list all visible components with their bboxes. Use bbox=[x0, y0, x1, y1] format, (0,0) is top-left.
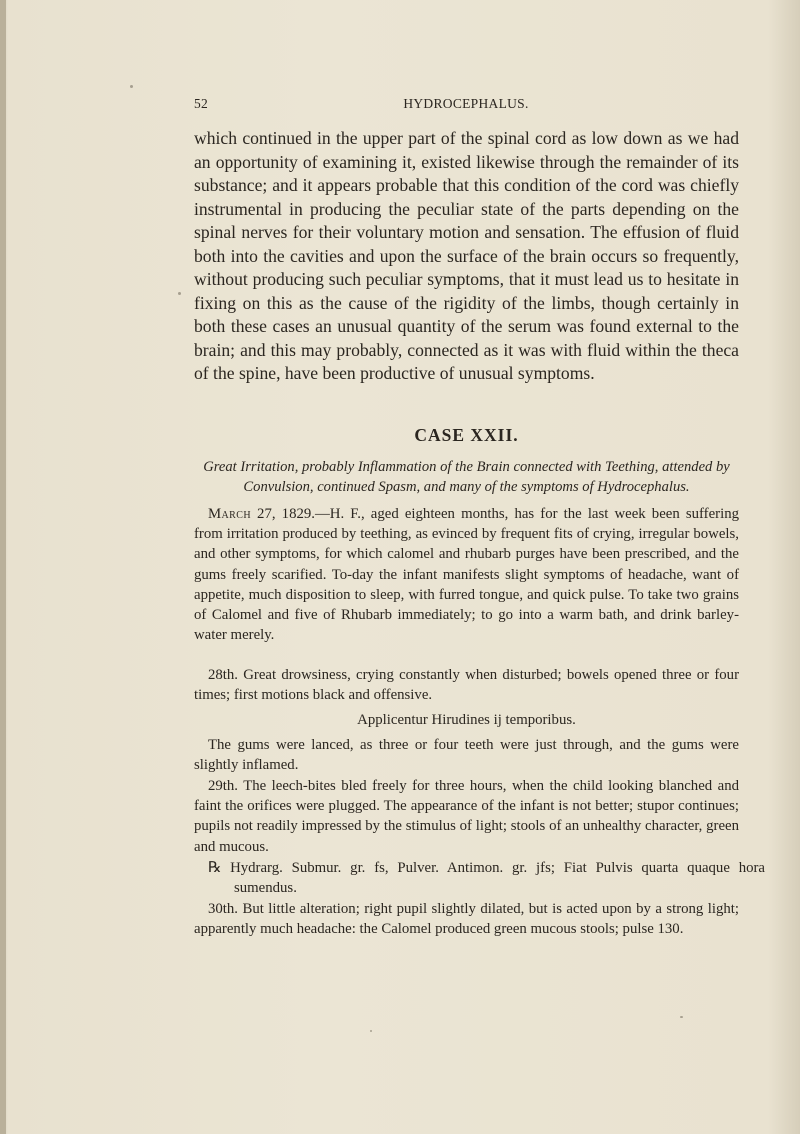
paper-speck bbox=[130, 85, 133, 88]
page-header bbox=[194, 96, 738, 116]
prescription-leeches: Applicentur Hirudines ij temporibus. bbox=[357, 712, 576, 728]
case-subtitle: Great Irritation, probably Inflammation of the Brain connected with Teething, attended by Convulsion, continued Spasm, and many of the symptoms of Hydrocephalus. bbox=[203, 459, 730, 495]
entry-march-27 bbox=[194, 504, 739, 645]
entry-march-27-text: 27, 1829.—H. F., aged eighteen months, has for the last week been suffering from irritation produced by teething, as evinced by frequent fits of crying, irregular bowels, and other symptoms, for which calomel and rhubarb purges have been prescribed, and the gums freely scarified. To-day the infant manifests slight symptoms of headache, want of appetite, much disposition to sleep, with furred tongue, and quick pulse. To take two grains of Calomel and five of Rhubarb immediately; to go into a warm bath, and drink barley-water merely. bbox=[194, 506, 739, 644]
entry-march-28: 28th. Great drowsiness, crying constantly when disturbed; bowels opened three or four times; first motions black and offensive. bbox=[194, 667, 739, 704]
prescription-calomel: ℞ Hydrarg. Submur. gr. fs, Pulver. Antimon. gr. jfs; Fiat Pulvis quarta quaque hora sumendus. bbox=[208, 860, 765, 897]
page-gutter bbox=[0, 0, 6, 1134]
entry-march-29: 29th. The leech-bites bled freely for three hours, when the child looking blanched and faint the orifices were plugged. The appearance of the infant is not better; stupor continues; pupils not readily impressed by the stimulus of light; stools of an unhealthy character, green and mucous. bbox=[194, 778, 739, 855]
case-title: CASE XXII. bbox=[414, 425, 519, 445]
entry-date-lead: March bbox=[208, 506, 251, 522]
page-number: 52 bbox=[194, 96, 209, 111]
gums-paragraph: The gums were lanced, as three or four teeth were just through, and the gums were slightly inflamed. bbox=[194, 737, 739, 774]
continued-paragraph: which continued in the upper part of the spinal cord as low down as we had an opportunity of examining it, existed likewise through the remainder of its substance; and it appears probable that this condition of the cord was chiefly instrumental in producing the peculiar state of the parts depending on the spinal nerves for their voluntary motion and sensation. The effusion of fluid both into the cavities and upon the surface of the brain occurs so frequently, without producing such peculiar symptoms, that it must lead us to hesitate in fixing on this as the cause of the rigidity of the limbs, though certainly in both these cases an unusual quantity of the serum was found external to the brain; and this may probably, connected as it was with fluid within the theca of the spine, have been productive of unusual symptoms. bbox=[194, 128, 739, 383]
running-title: HYDROCEPHALUS. bbox=[403, 96, 529, 111]
entry-march-30: 30th. But little alteration; right pupil slightly dilated, but is acted upon by a strong light; apparently much headache: the Calomel produced green mucous stools; pulse 130. bbox=[194, 901, 739, 938]
paper-speck bbox=[680, 1016, 683, 1018]
paper-speck bbox=[178, 292, 181, 295]
paper-speck bbox=[370, 1030, 372, 1032]
